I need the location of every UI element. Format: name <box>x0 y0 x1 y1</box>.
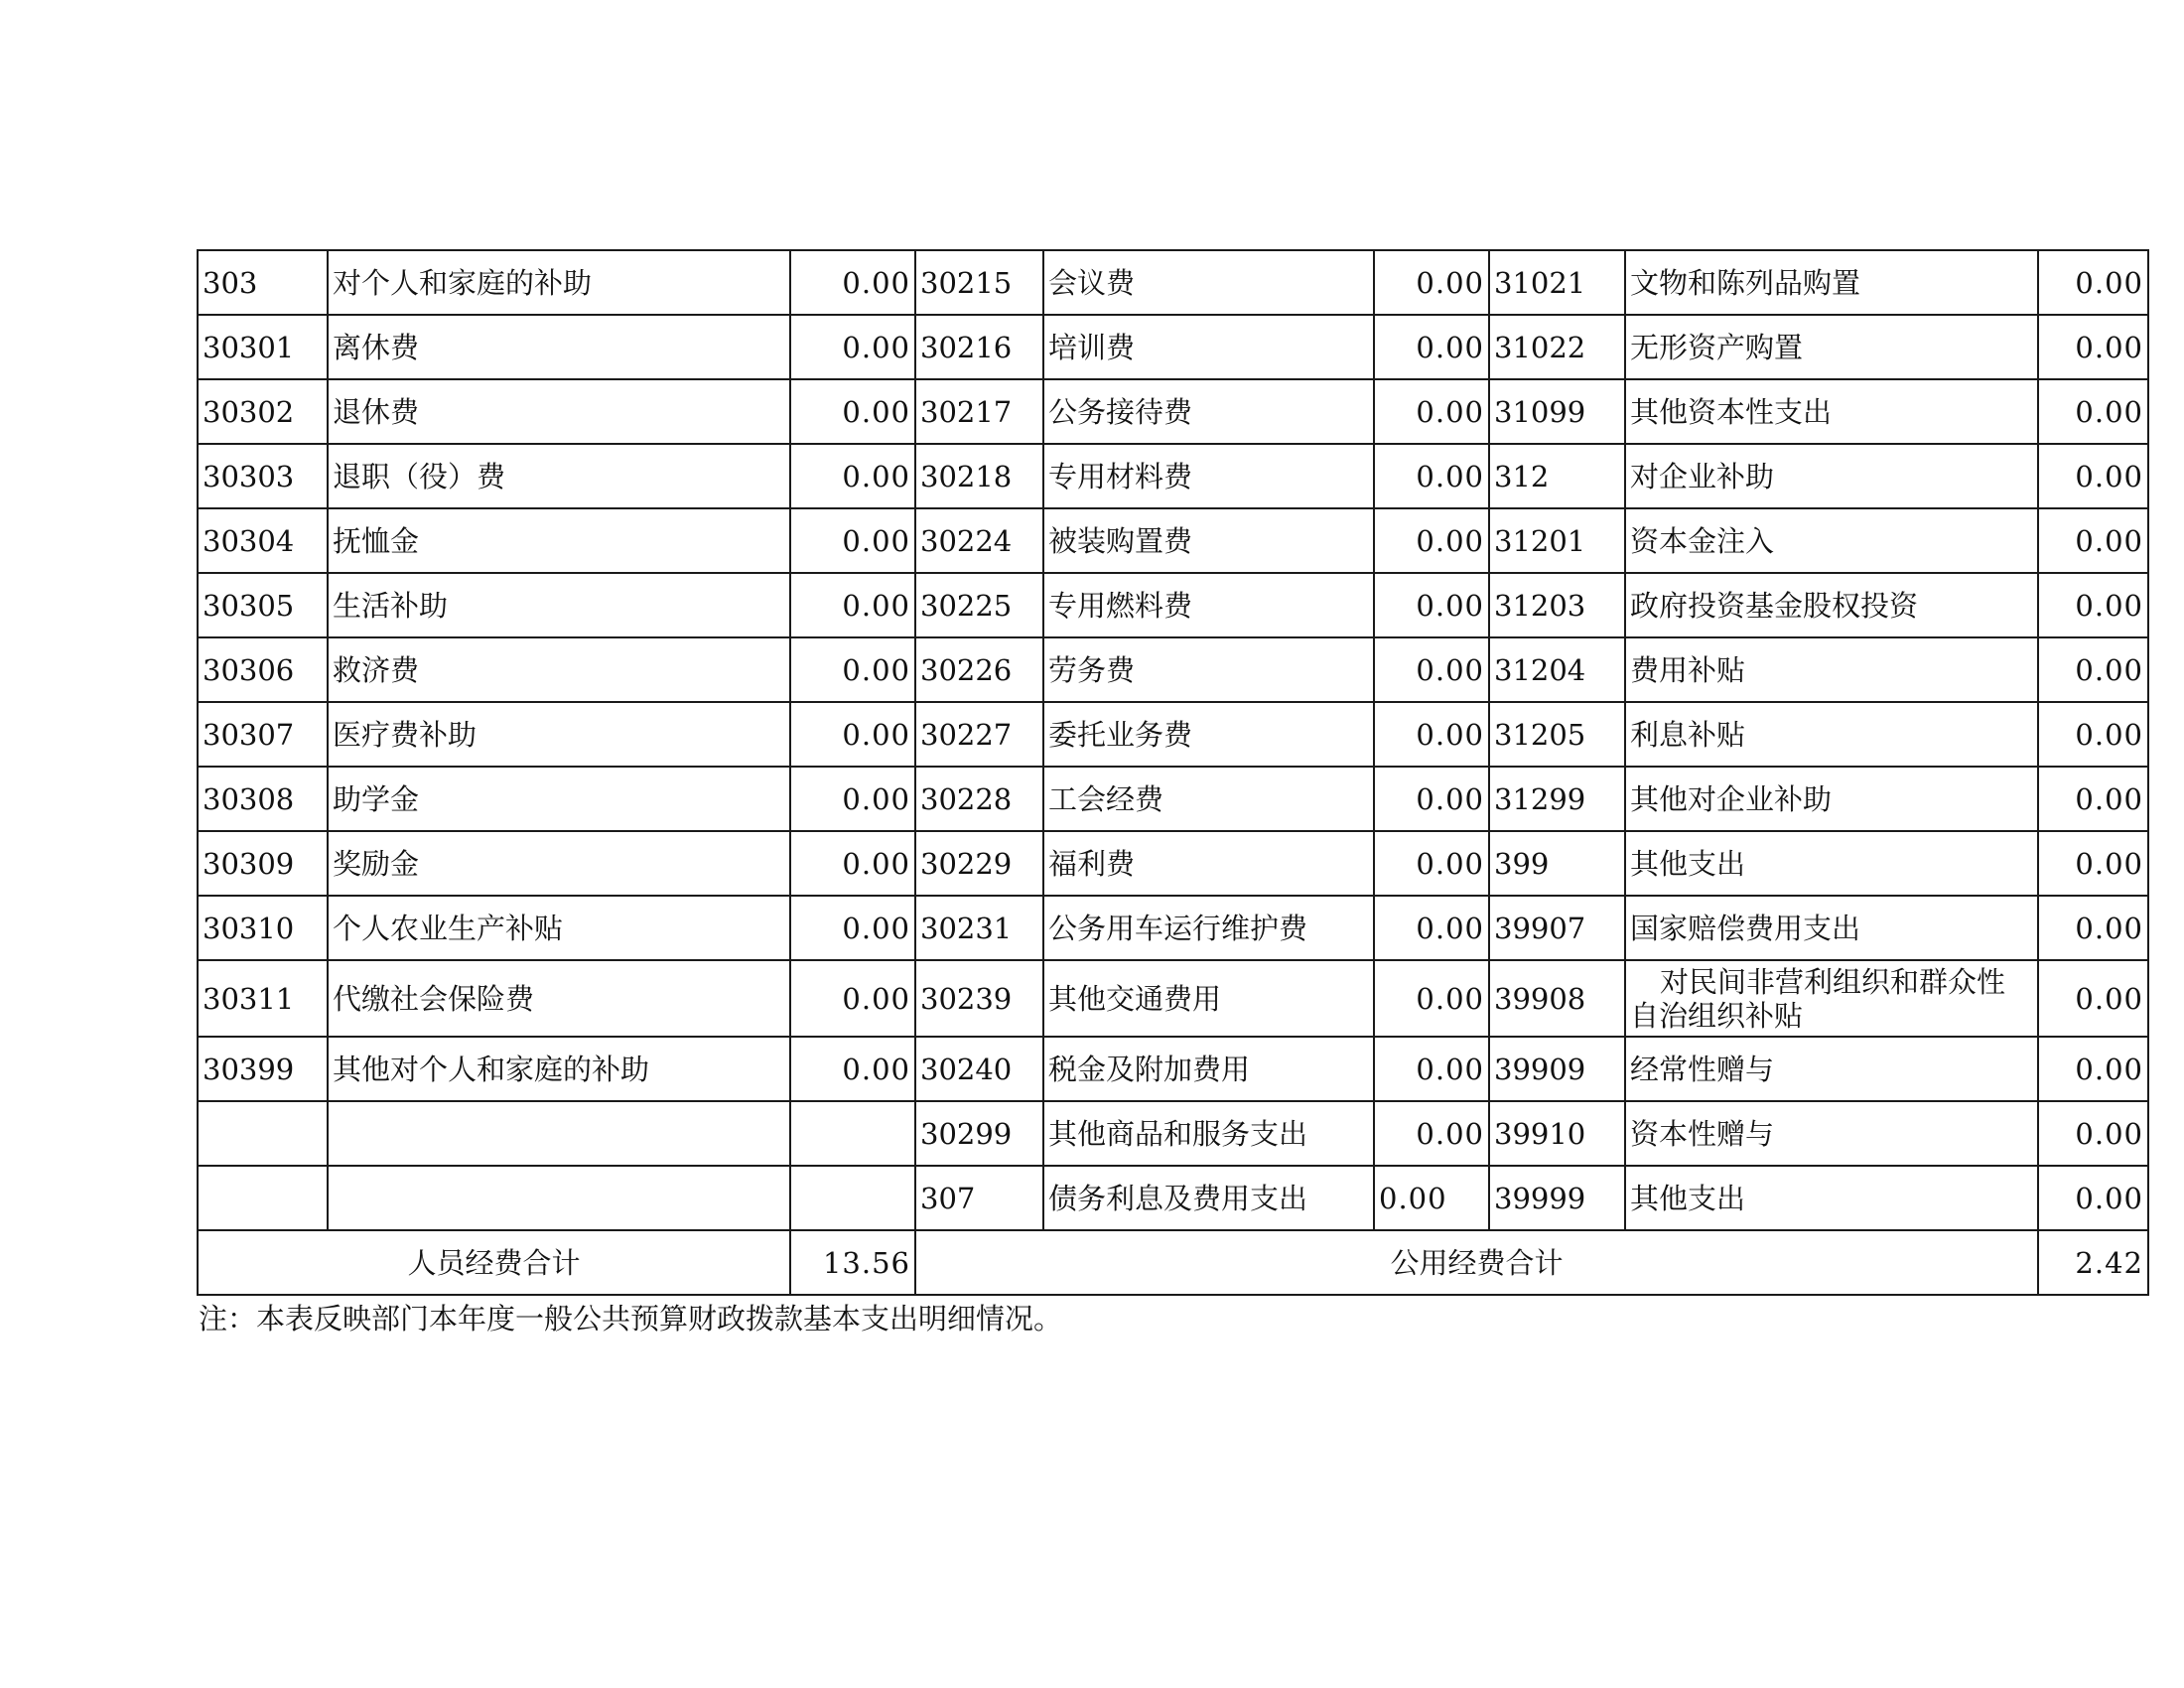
cell-code-b: 307 <box>915 1166 1043 1230</box>
cell-amount-a: 0.00 <box>790 896 915 960</box>
table-row <box>198 831 2148 896</box>
cell-name-a: 救济费 <box>328 637 790 702</box>
cell-name-a: 医疗费补助 <box>328 702 790 767</box>
cell-amount-a: 0.00 <box>790 960 915 1037</box>
cell-amount-c: 0.00 <box>2038 573 2148 637</box>
cell-code-a: 30310 <box>198 896 328 960</box>
cell-code-c: 39907 <box>1489 896 1625 960</box>
cell-amount-c: 0.00 <box>2038 1101 2148 1166</box>
cell-name-b: 被装购置费 <box>1043 508 1374 573</box>
cell-code-c: 31099 <box>1489 379 1625 444</box>
totals-section <box>198 1230 2148 1295</box>
cell-amount-c: 0.00 <box>2038 1037 2148 1101</box>
cell-code-b: 30225 <box>915 573 1043 637</box>
cell-name-a: 个人农业生产补贴 <box>328 896 790 960</box>
cell-code-b: 30299 <box>915 1101 1043 1166</box>
cell-name-c: 费用补贴 <box>1625 637 2038 702</box>
cell-name-b: 其他交通费用 <box>1043 960 1374 1037</box>
table-row <box>198 444 2148 508</box>
cell-name-a <box>328 1166 790 1230</box>
cell-name-c: 对民间非营利组织和群众性自治组织补贴 <box>1625 960 2038 1037</box>
cell-name-b: 公务用车运行维护费 <box>1043 896 1374 960</box>
cell-amount-b: 0.00 <box>1374 379 1489 444</box>
cell-code-c: 31021 <box>1489 250 1625 315</box>
table-row <box>198 896 2148 960</box>
cell-amount-c: 0.00 <box>2038 250 2148 315</box>
cell-amount-b: 0.00 <box>1374 637 1489 702</box>
table-body <box>198 250 2148 1230</box>
cell-amount-b: 0.00 <box>1374 315 1489 379</box>
cell-code-c: 31201 <box>1489 508 1625 573</box>
cell-amount-c: 0.00 <box>2038 896 2148 960</box>
cell-name-a: 对个人和家庭的补助 <box>328 250 790 315</box>
cell-name-c: 国家赔偿费用支出 <box>1625 896 2038 960</box>
cell-amount-b: 0.00 <box>1374 444 1489 508</box>
cell-amount-c: 0.00 <box>2038 315 2148 379</box>
table-row <box>198 767 2148 831</box>
cell-code-a: 30304 <box>198 508 328 573</box>
cell-amount-a: 0.00 <box>790 573 915 637</box>
cell-name-c: 其他资本性支出 <box>1625 379 2038 444</box>
cell-code-b: 30228 <box>915 767 1043 831</box>
cell-amount-c: 0.00 <box>2038 444 2148 508</box>
cell-name-b: 专用燃料费 <box>1043 573 1374 637</box>
cell-name-b: 培训费 <box>1043 315 1374 379</box>
cell-amount-b: 0.00 <box>1374 896 1489 960</box>
cell-amount-c: 0.00 <box>2038 379 2148 444</box>
cell-amount-b: 0.00 <box>1374 767 1489 831</box>
cell-amount-c: 0.00 <box>2038 637 2148 702</box>
table-row <box>198 960 2148 1037</box>
cell-code-c: 31022 <box>1489 315 1625 379</box>
cell-name-b: 工会经费 <box>1043 767 1374 831</box>
cell-name-c: 其他支出 <box>1625 831 2038 896</box>
table-row <box>198 250 2148 315</box>
cell-name-c: 其他对企业补助 <box>1625 767 2038 831</box>
cell-code-c: 39910 <box>1489 1101 1625 1166</box>
cell-code-a <box>198 1101 328 1166</box>
cell-code-c: 39909 <box>1489 1037 1625 1101</box>
cell-code-a <box>198 1166 328 1230</box>
cell-amount-a: 0.00 <box>790 379 915 444</box>
cell-amount-c: 0.00 <box>2038 767 2148 831</box>
table-row <box>198 1037 2148 1101</box>
cell-code-a: 30308 <box>198 767 328 831</box>
cell-amount-b: 0.00 <box>1374 1037 1489 1101</box>
cell-name-a: 奖励金 <box>328 831 790 896</box>
cell-amount-a: 0.00 <box>790 831 915 896</box>
personnel-total-value: 13.56 <box>790 1230 915 1295</box>
cell-code-a: 303 <box>198 250 328 315</box>
table-row <box>198 508 2148 573</box>
table-note: 注：本表反映部门本年度一般公共预算财政拨款基本支出明细情况。 <box>199 1302 1063 1336</box>
cell-name-b: 会议费 <box>1043 250 1374 315</box>
cell-name-c: 经常性赠与 <box>1625 1037 2038 1101</box>
cell-code-b: 30216 <box>915 315 1043 379</box>
cell-name-a: 助学金 <box>328 767 790 831</box>
cell-name-c: 文物和陈列品购置 <box>1625 250 2038 315</box>
cell-amount-c: 0.00 <box>2038 508 2148 573</box>
cell-code-c: 31299 <box>1489 767 1625 831</box>
cell-name-a: 退休费 <box>328 379 790 444</box>
cell-amount-b: 0.00 <box>1374 831 1489 896</box>
cell-amount-b: 0.00 <box>1374 1166 1489 1230</box>
cell-name-a: 其他对个人和家庭的补助 <box>328 1037 790 1101</box>
cell-name-a: 退职（役）费 <box>328 444 790 508</box>
cell-amount-a <box>790 1166 915 1230</box>
table-row <box>198 379 2148 444</box>
cell-code-c: 39999 <box>1489 1166 1625 1230</box>
cell-amount-c: 0.00 <box>2038 702 2148 767</box>
cell-amount-a <box>790 1101 915 1166</box>
cell-code-c: 31205 <box>1489 702 1625 767</box>
cell-amount-b: 0.00 <box>1374 250 1489 315</box>
cell-name-b: 福利费 <box>1043 831 1374 896</box>
cell-code-c: 31204 <box>1489 637 1625 702</box>
cell-amount-a: 0.00 <box>790 702 915 767</box>
cell-name-a: 抚恤金 <box>328 508 790 573</box>
cell-code-a: 30301 <box>198 315 328 379</box>
table-row <box>198 315 2148 379</box>
cell-code-b: 30227 <box>915 702 1043 767</box>
cell-name-b: 劳务费 <box>1043 637 1374 702</box>
cell-name-c: 利息补贴 <box>1625 702 2038 767</box>
cell-code-c: 312 <box>1489 444 1625 508</box>
cell-code-b: 30217 <box>915 379 1043 444</box>
cell-code-a: 30302 <box>198 379 328 444</box>
cell-code-a: 30303 <box>198 444 328 508</box>
cell-code-b: 30229 <box>915 831 1043 896</box>
cell-amount-a: 0.00 <box>790 637 915 702</box>
cell-code-c: 399 <box>1489 831 1625 896</box>
cell-name-c: 政府投资基金股权投资 <box>1625 573 2038 637</box>
cell-name-c: 其他支出 <box>1625 1166 2038 1230</box>
public-total-label: 公用经费合计 <box>915 1230 2038 1295</box>
cell-code-b: 30239 <box>915 960 1043 1037</box>
personnel-total-label: 人员经费合计 <box>198 1230 790 1295</box>
cell-amount-b: 0.00 <box>1374 1101 1489 1166</box>
cell-name-a: 生活补助 <box>328 573 790 637</box>
cell-amount-a: 0.00 <box>790 1037 915 1101</box>
table-row <box>198 1166 2148 1230</box>
cell-name-b: 其他商品和服务支出 <box>1043 1101 1374 1166</box>
cell-code-a: 30305 <box>198 573 328 637</box>
cell-amount-a: 0.00 <box>790 315 915 379</box>
cell-amount-c: 0.00 <box>2038 960 2148 1037</box>
cell-name-c: 无形资产购置 <box>1625 315 2038 379</box>
cell-name-c: 资本性赠与 <box>1625 1101 2038 1166</box>
table-row <box>198 1101 2148 1166</box>
cell-amount-a: 0.00 <box>790 508 915 573</box>
cell-amount-b: 0.00 <box>1374 960 1489 1037</box>
cell-name-b: 债务利息及费用支出 <box>1043 1166 1374 1230</box>
cell-name-b: 公务接待费 <box>1043 379 1374 444</box>
public-total-value: 2.42 <box>2038 1230 2148 1295</box>
cell-code-b: 30231 <box>915 896 1043 960</box>
cell-name-b: 专用材料费 <box>1043 444 1374 508</box>
cell-amount-b: 0.00 <box>1374 508 1489 573</box>
cell-code-b: 30218 <box>915 444 1043 508</box>
cell-name-b: 委托业务费 <box>1043 702 1374 767</box>
cell-name-c: 资本金注入 <box>1625 508 2038 573</box>
cell-code-a: 30399 <box>198 1037 328 1101</box>
cell-amount-b: 0.00 <box>1374 573 1489 637</box>
cell-amount-a: 0.00 <box>790 444 915 508</box>
cell-code-c: 31203 <box>1489 573 1625 637</box>
cell-amount-c: 0.00 <box>2038 1166 2148 1230</box>
cell-code-b: 30224 <box>915 508 1043 573</box>
cell-code-b: 30215 <box>915 250 1043 315</box>
cell-amount-c: 0.00 <box>2038 831 2148 896</box>
totals-row <box>198 1230 2148 1295</box>
table-row <box>198 702 2148 767</box>
cell-code-c: 39908 <box>1489 960 1625 1037</box>
cell-name-a: 离休费 <box>328 315 790 379</box>
cell-code-a: 30311 <box>198 960 328 1037</box>
cell-name-b: 税金及附加费用 <box>1043 1037 1374 1101</box>
cell-name-a <box>328 1101 790 1166</box>
table-row <box>198 573 2148 637</box>
expense-detail-table <box>197 249 2149 1296</box>
cell-code-a: 30306 <box>198 637 328 702</box>
cell-name-a: 代缴社会保险费 <box>328 960 790 1037</box>
cell-code-b: 30240 <box>915 1037 1043 1101</box>
cell-amount-a: 0.00 <box>790 250 915 315</box>
cell-code-b: 30226 <box>915 637 1043 702</box>
cell-amount-b: 0.00 <box>1374 702 1489 767</box>
cell-code-a: 30307 <box>198 702 328 767</box>
cell-amount-a: 0.00 <box>790 767 915 831</box>
table-row <box>198 637 2148 702</box>
cell-name-c: 对企业补助 <box>1625 444 2038 508</box>
cell-code-a: 30309 <box>198 831 328 896</box>
